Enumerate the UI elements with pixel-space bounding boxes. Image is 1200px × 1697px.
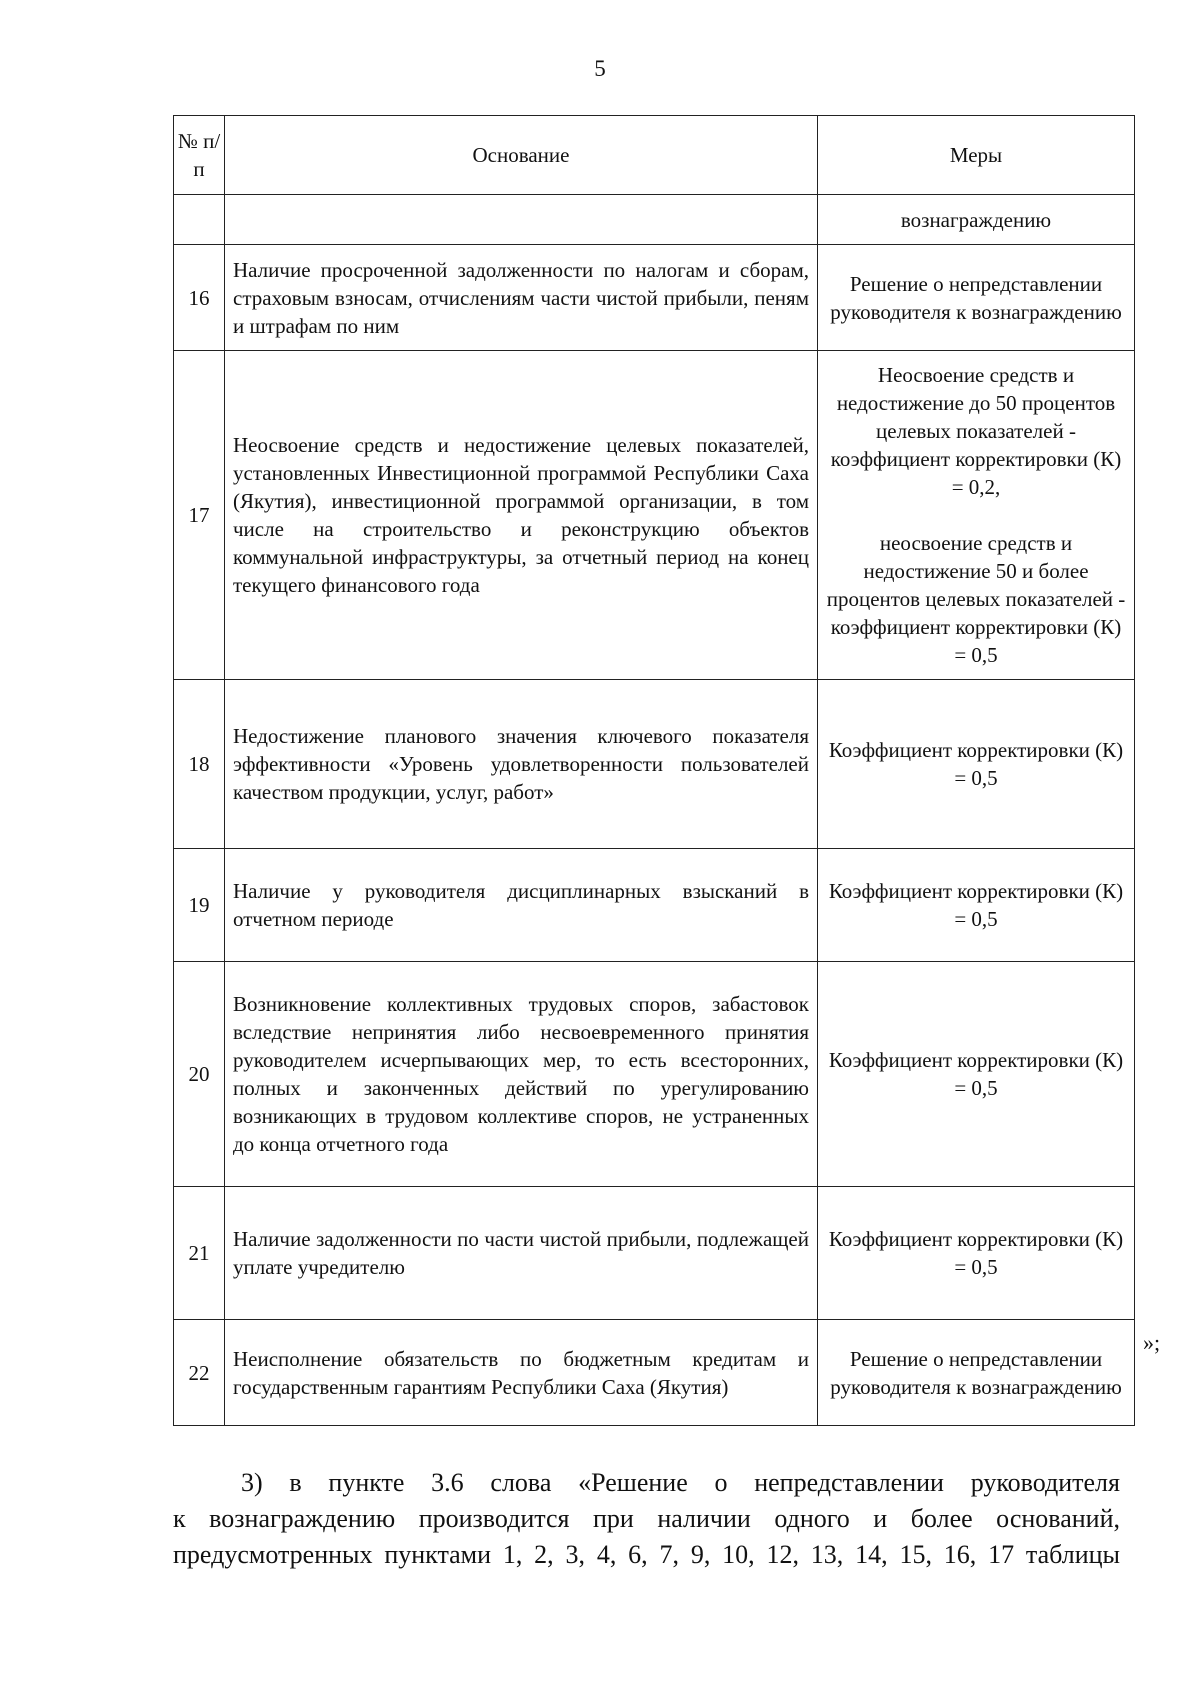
paragraph-line: к вознаграждению производится при наличии одного и более оснований, — [173, 1504, 1120, 1533]
row-number: 19 — [174, 849, 225, 962]
header-basis: Основание — [225, 116, 818, 195]
row-measures: Решение о непредставлении руководителя к вознаграждению — [818, 245, 1135, 351]
row-basis: Недостижение планового значения ключевого показателя эффективности «Уровень удовлетворенности пользователей качеством продукции, услуг, работ» — [225, 680, 818, 849]
row-number: 16 — [174, 245, 225, 351]
header-measures: Меры — [818, 116, 1135, 195]
row-basis: Наличие у руководителя дисциплинарных взысканий в отчетном периоде — [225, 849, 818, 962]
measure-part-2: неосвоение средств и недостижение 50 и более процентов целевых показателей - коэффициент корректировки (К) = 0,5 — [826, 531, 1126, 667]
row-number: 21 — [174, 1187, 225, 1320]
table-row — [174, 962, 1135, 1187]
row-measures — [818, 351, 1135, 680]
row-measures: Коэффициент корректировки (К) = 0,5 — [818, 680, 1135, 849]
row-measures: вознаграждению — [818, 195, 1135, 245]
table-row — [174, 195, 1135, 245]
row-number: 18 — [174, 680, 225, 849]
row-measures: Коэффициент корректировки (К) = 0,5 — [818, 1187, 1135, 1320]
table-row — [174, 680, 1135, 849]
table-header-row — [174, 116, 1135, 195]
table-row — [174, 1187, 1135, 1320]
row-number: 20 — [174, 962, 225, 1187]
table-row — [174, 849, 1135, 962]
closing-quote-mark: »; — [1143, 1330, 1161, 1355]
row-basis: Наличие просроченной задолженности по налогам и сборам, страховым взносам, отчислениям части чистой прибыли, пеням и штрафам по ним — [225, 245, 818, 351]
row-measures: Коэффициент корректировки (К) = 0,5 — [818, 962, 1135, 1187]
paragraph-line: 3) в пункте 3.6 слова «Решение о непредставлении руководителя — [241, 1468, 1120, 1497]
measures-table — [173, 115, 1135, 1426]
row-basis: Неисполнение обязательств по бюджетным кредитам и государственным гарантиям Республики Саха (Якутия) — [225, 1320, 818, 1426]
table-row — [174, 245, 1135, 351]
row-measures: Решение о непредставлении руководителя к вознаграждению — [818, 1320, 1135, 1426]
row-number: 22 — [174, 1320, 225, 1426]
row-basis: Наличие задолженности по части чистой прибыли, подлежащей уплате учредителю — [225, 1187, 818, 1320]
row-basis: Возникновение коллективных трудовых споров, забастовок вследствие непринятия либо несвоевременного принятия руководителем исчерпывающих мер, то есть всесторонних, полных и законченных действий по урегулированию возникающих в трудовом коллективе споров, не устраненных до конца отчетного года — [225, 962, 818, 1187]
page-number: 5 — [594, 56, 606, 81]
table-row — [174, 1320, 1135, 1426]
row-basis: Неосвоение средств и недостижение целевых показателей, установленных Инвестиционной программой Республики Саха (Якутия), инвестиционной программой организации, в том числе на строительство и реконструкцию объектов коммунальной инфраструктуры, за отчетный период на конец текущего финансового года — [225, 351, 818, 680]
row-basis — [225, 195, 818, 245]
paragraph-line: предусмотренных пунктами 1, 2, 3, 4, 6, 7, 9, 10, 12, 13, 14, 15, 16, 17 таблицы — [173, 1540, 1120, 1569]
amendment-paragraph — [173, 1465, 1120, 1573]
row-measures: Коэффициент корректировки (К) = 0,5 — [818, 849, 1135, 962]
header-num: № п/п — [174, 116, 225, 195]
table-row — [174, 351, 1135, 680]
row-number — [174, 195, 225, 245]
row-number: 17 — [174, 351, 225, 680]
measure-part-1: Неосвоение средств и недостижение до 50 процентов целевых показателей - коэффициент корректировки (К) = 0,2, — [830, 363, 1122, 499]
